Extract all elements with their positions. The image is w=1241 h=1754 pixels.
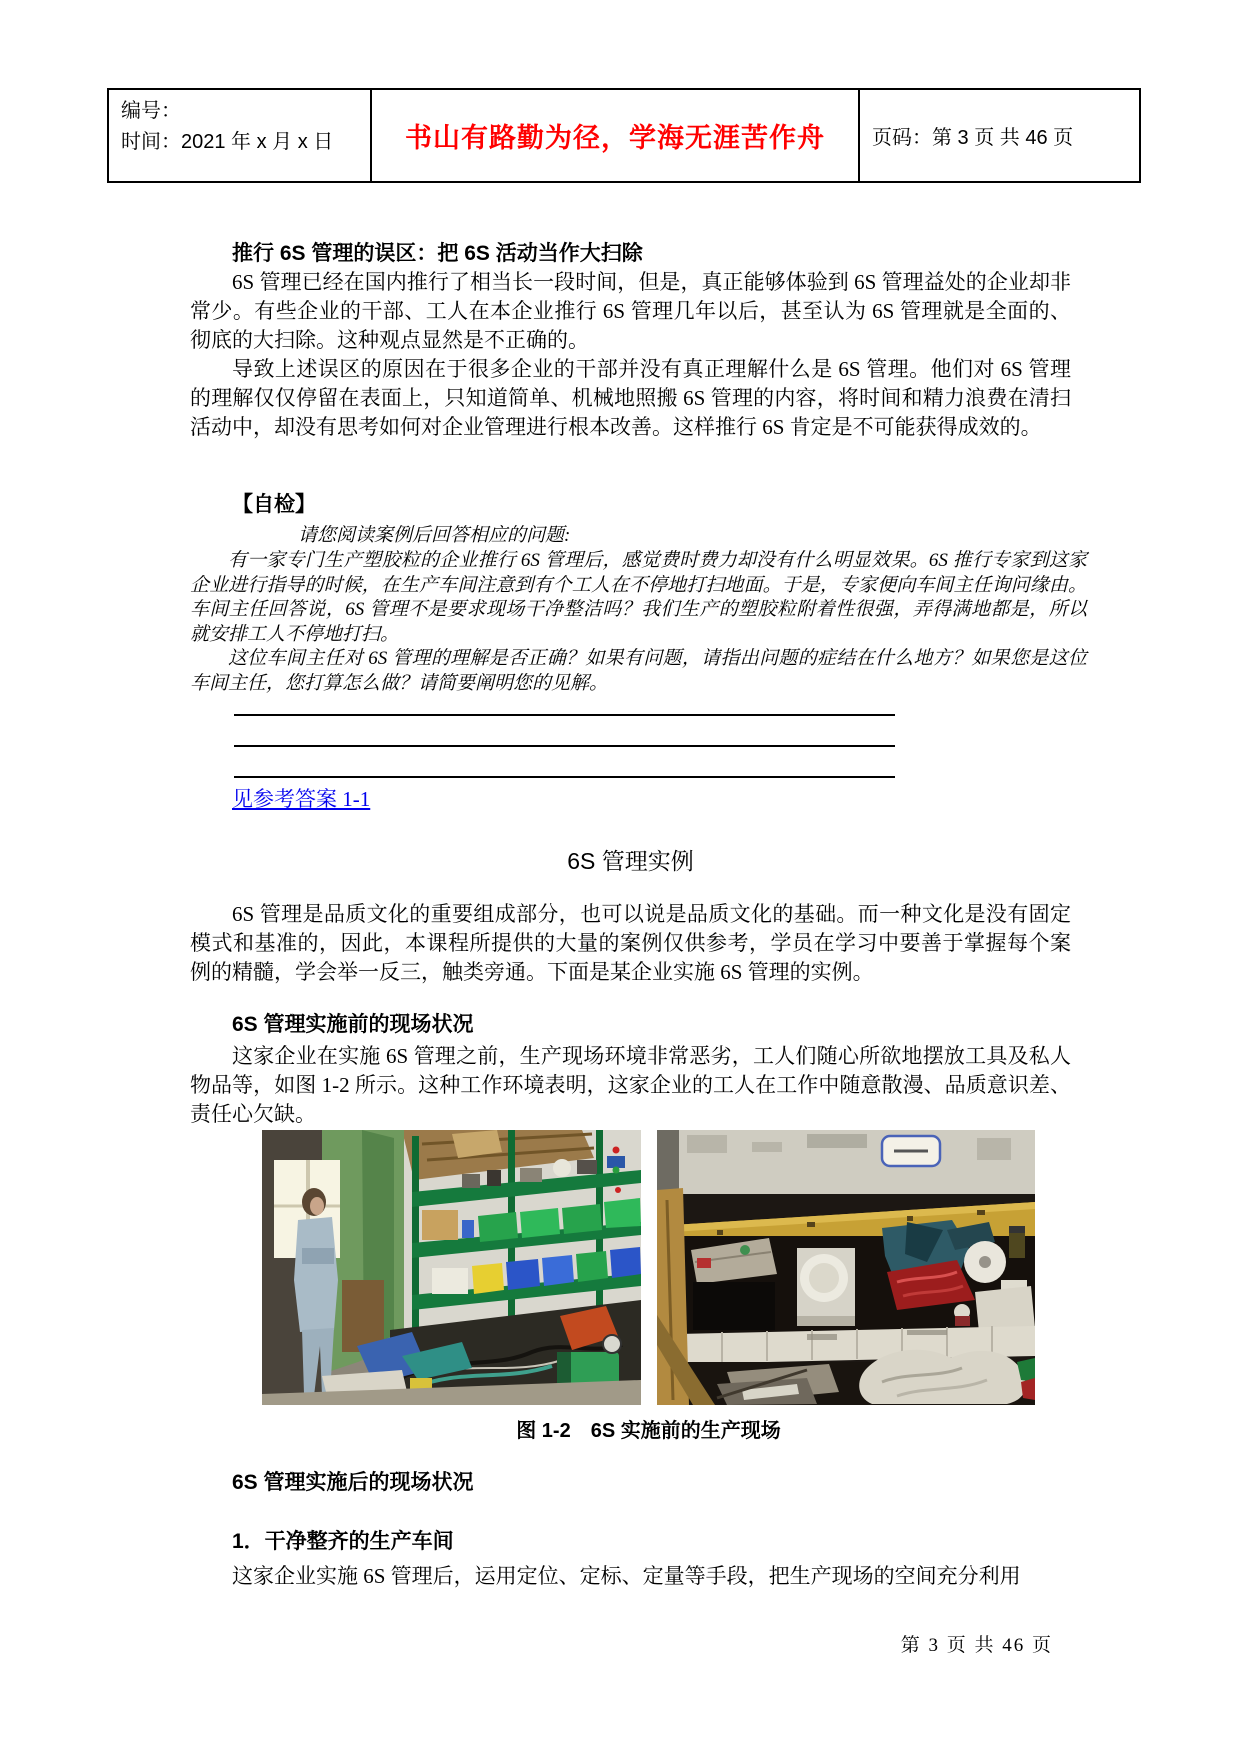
storage-cabinet-clutter-photo: [657, 1130, 1035, 1405]
example-intro-paragraph: 6S 管理是品质文化的重要组成部分，也可以说是品质文化的基础。而一种文化是没有固定模式和基准的，因此，本课程所提供的大量的案例仅供参考，学员在学习中要善于掌握每个案例的精髓，学会举一反三，触类旁通。下面是某企业实施 6S 管理的实例。: [190, 902, 1071, 984]
doc-time-label: 时间：2021 年 x 月 x 日: [121, 131, 334, 153]
self-check-case-text: 有一家专门生产塑胶粒的企业推行 6S 管理后，感觉费时费力却没有什么明显效果。6S 推行专家到这家企业进行指导的时候，在生产车间注意到有个工人在不停地打扫地面。于是，专家便向车间主任询问缘由。车间主任回答说，6S 管理不是要求现场干净整洁吗？我们生产的塑胶粒附着性很强，弄得满地都是，所以就安排工人不停地打扫。: [190, 550, 1087, 645]
misconception-paragraph-1: 6S 管理已经在国内推行了相当长一段时间，但是，真正能够体验到 6S 管理益处的企业却非常少。有些企业的干部、工人在本企业推行 6S 管理几年以后，甚至认为 6S 管理就是全面的、彻底的大扫除。这种观点显然是不正确的。: [190, 270, 1071, 352]
before-status-heading: 6S 管理实施前的现场状况: [232, 1013, 474, 1036]
self-check-heading: 【自检】: [232, 493, 316, 516]
workshop-shelves-clutter-photo: [262, 1130, 641, 1405]
page-footer: 第 3 页 共 46 页: [900, 1635, 1053, 1656]
before-status-paragraph: 这家企业在实施 6S 管理之前，生产现场环境非常恶劣，工人们随心所欲地摆放工具及私人物品等，如图 1-2 所示。这种工作环境表明，这家企业的工人在工作中随意散漫、品质意识差、责任心欠缺。: [190, 1044, 1071, 1126]
header-cell-slogan: [372, 90, 860, 181]
self-check-question-text: 这位车间主任对 6S 管理的理解是否正确？如果有问题，请指出问题的症结在什么地方？如果您是这位车间主任，您打算怎么做？请简要阐明您的见解。: [190, 648, 1087, 694]
answer-line-2: [234, 745, 895, 776]
self-check-intro: 请您阅读案例后回答相应的问题:: [298, 525, 571, 546]
header-table: [107, 88, 1141, 183]
misconception-heading: 推行 6S 管理的误区：把 6S 活动当作大扫除: [232, 242, 643, 265]
after-sub-heading: 1．干净整齐的生产车间: [232, 1530, 454, 1553]
figure-caption: 图 1-2 6S 实施前的生产现场: [516, 1420, 781, 1442]
slogan-text: 书山有路勤为径，学海无涯苦作舟: [405, 123, 825, 153]
figure-1-2: [262, 1130, 1035, 1405]
header-cell-page: [860, 90, 1139, 181]
reference-answer-link[interactable]: 见参考答案 1-1: [232, 787, 371, 811]
example-title: 6S 管理实例: [567, 848, 694, 874]
answer-line-1: [234, 714, 895, 745]
doc-number-label: 编号：: [121, 100, 181, 122]
misconception-paragraph-2: 导致上述误区的原因在于很多企业的干部并没有真正理解什么是 6S 管理。他们对 6S 管理的理解仅仅停留在表面上，只知道简单、机械地照搬 6S 管理的内容，将时间和精力浪费在清扫活动中，却没有思考如何对企业管理进行根本改善。这样推行 6S 肯定是不可能获得成效的。: [190, 357, 1071, 439]
after-status-heading: 6S 管理实施后的现场状况: [232, 1471, 474, 1494]
after-status-paragraph: 这家企业实施 6S 管理后，运用定位、定标、定量等手段，把生产现场的空间充分利用: [232, 1564, 1021, 1588]
header-cell-meta: [109, 90, 372, 181]
page-number-label: 页码：第 3 页 共 46 页: [872, 127, 1074, 149]
